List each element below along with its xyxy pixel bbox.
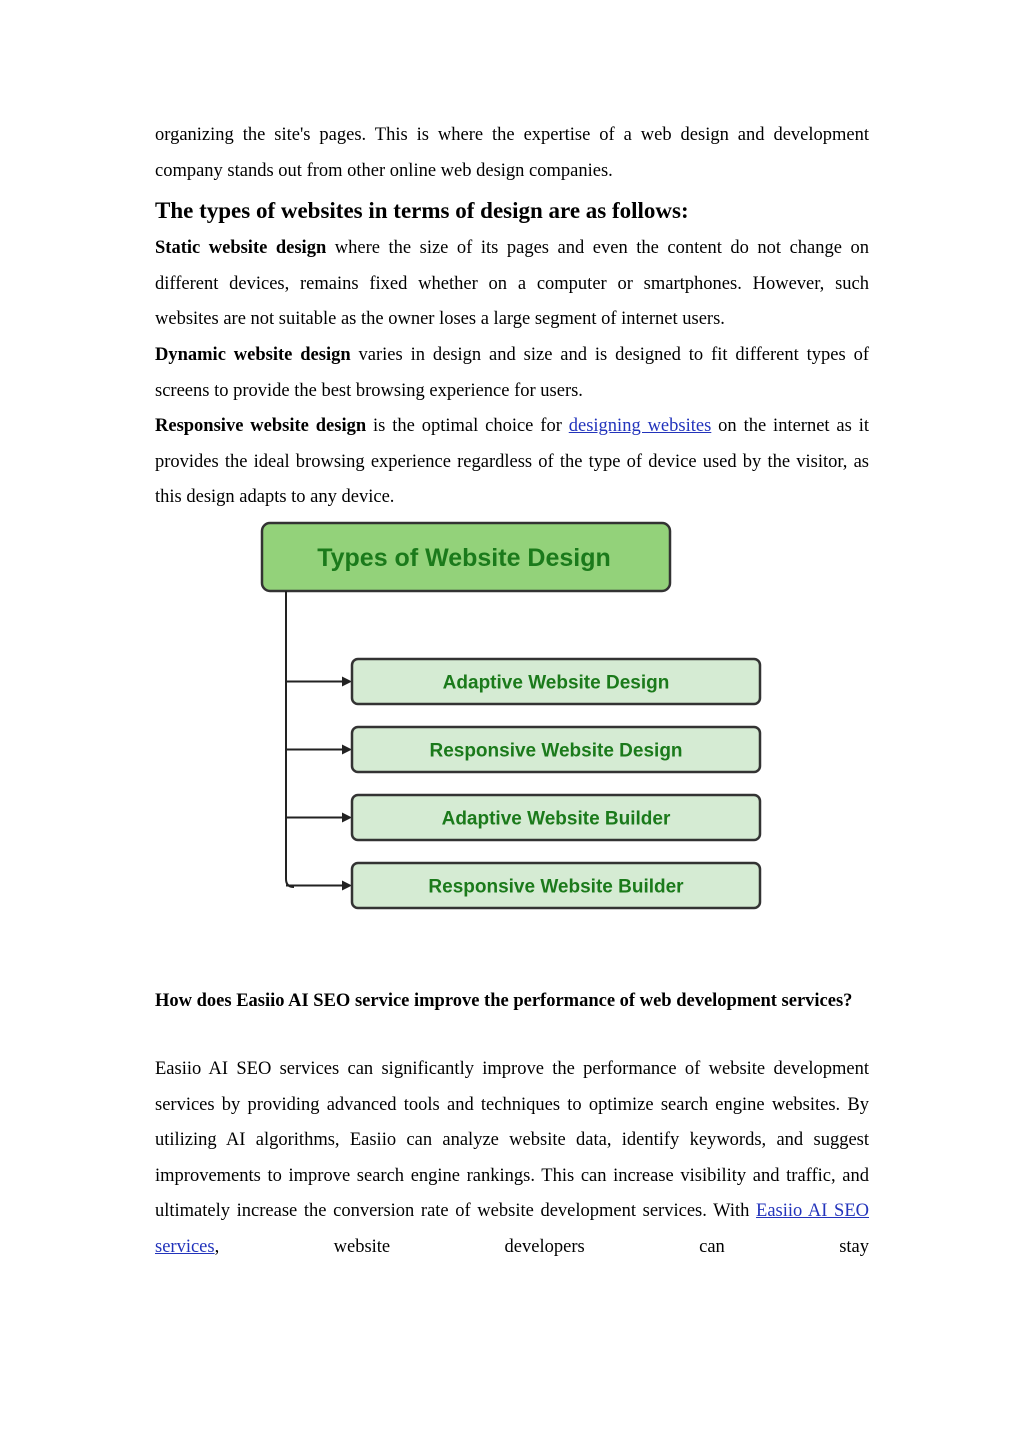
diagram-connector-trunk xyxy=(286,591,294,887)
static-term: Static website design xyxy=(155,238,327,258)
intro-paragraph xyxy=(155,118,869,189)
types-heading: The types of websites in terms of design are as follows: xyxy=(155,198,689,223)
diagram-item-label: Adaptive Website Builder xyxy=(441,808,671,830)
intro-text: organizing the site's pages. This is where the expertise of a web design and development company stands out from other online web design companies. xyxy=(155,125,869,181)
seo-paragraph-body xyxy=(155,1052,869,1266)
seo-text-after: , website developers can stay xyxy=(214,1236,869,1257)
responsive-paragraph xyxy=(155,409,869,516)
dynamic-term: Dynamic website design xyxy=(155,345,351,365)
dynamic-text: varies in design and size and is designed to fit different types of screens to provide the best browsing experience for users. xyxy=(155,345,869,401)
responsive-text-after: on the internet as it provides the ideal browsing experience regardless of the type of device used by the visitor, as this design adapts to any device. xyxy=(155,416,870,508)
easiio-ai-seo-link[interactable]: Easiio AI SEO services xyxy=(155,1201,869,1257)
diagram-item-label: Responsive Website Design xyxy=(429,740,683,762)
diagram-item-label: Responsive Website Builder xyxy=(428,876,684,898)
website-design-types-diagram xyxy=(255,518,775,918)
diagram-item-label: Adaptive Website Design xyxy=(442,672,670,694)
seo-paragraph xyxy=(155,1052,869,1266)
diagram-title: Types of Website Design xyxy=(317,544,611,572)
static-text: where the size of its pages and even the content do not change on different devices, remains fixed whether on a computer or smartphones. However, such websites are not suitable as the owner loses a large segment of internet users. xyxy=(155,238,869,330)
designing-websites-link[interactable]: designing websites xyxy=(568,416,712,436)
static-paragraph xyxy=(155,231,869,338)
responsive-text-before: is the optimal choice for xyxy=(366,416,569,436)
seo-text-before: Easiio AI SEO services can significantly improve the performance of website development services by providing advanced tools and techniques to optimize search engine websites. By utilizing AI algorithms, Easiio can analyze website data, identify keywords, and suggest improvements to improve search engine rankings. This can increase visibility and traffic, and ultimately increase the conversion rate of website development services. With xyxy=(155,1059,869,1222)
seo-heading: How does Easiio AI SEO service improve the performance of web development services? xyxy=(155,991,853,1011)
dynamic-paragraph xyxy=(155,338,869,409)
responsive-term: Responsive website design xyxy=(155,416,367,436)
